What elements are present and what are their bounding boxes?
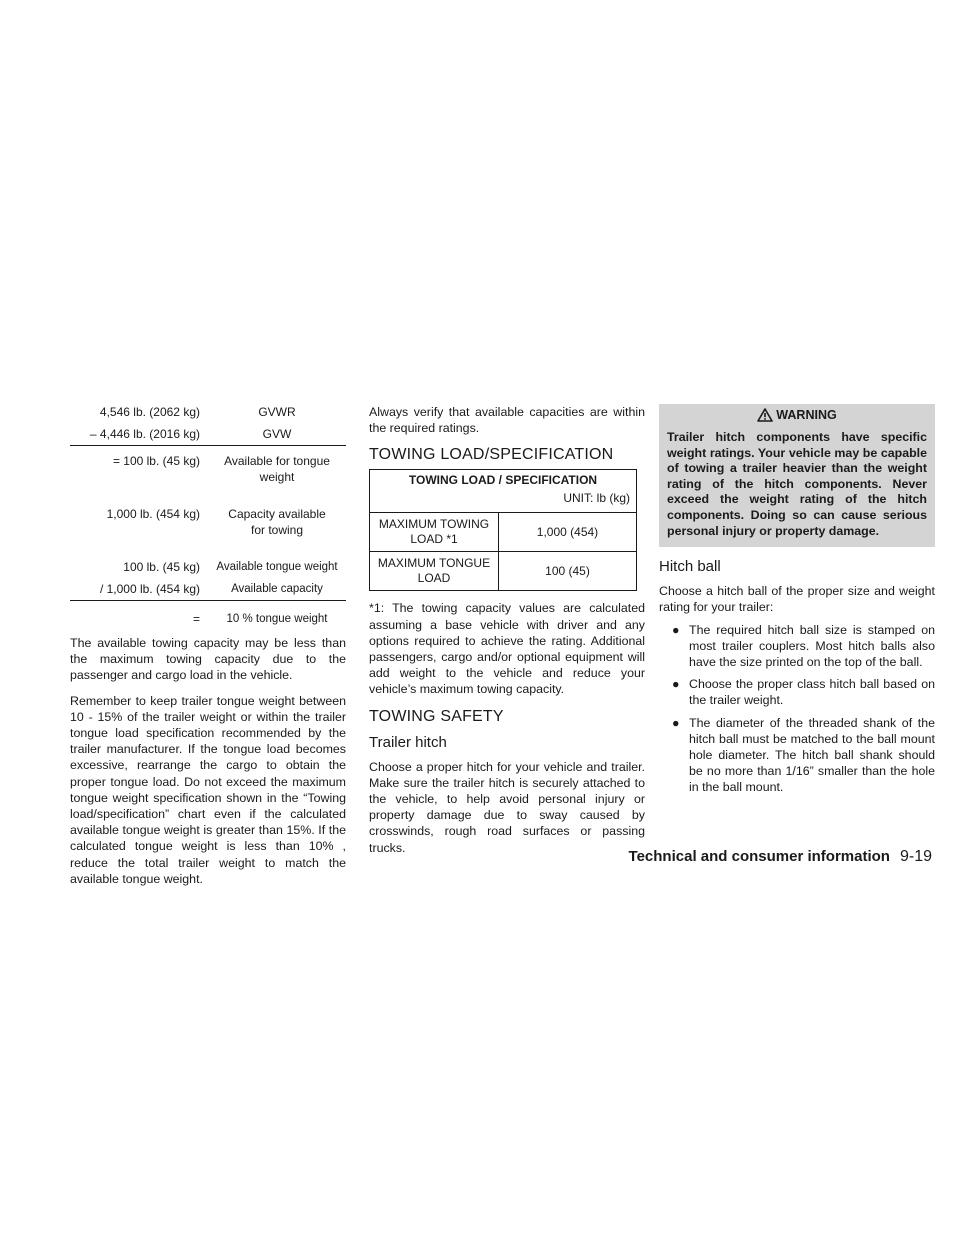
table-row	[370, 552, 637, 591]
paragraph-verify: Always verify that available capacities are within the required ratings.	[369, 405, 645, 436]
towing-spec-table	[369, 469, 637, 591]
warning-icon	[757, 408, 773, 422]
calc-value: = 100 lb. (45 kg)	[112, 454, 200, 468]
table-title: TOWING LOAD / SPECIFICATION	[370, 470, 637, 489]
calc-row	[70, 506, 346, 559]
table-row	[370, 513, 637, 552]
heading-towing-safety: TOWING SAFETY	[369, 707, 504, 725]
calc-value: =	[192, 612, 200, 626]
paragraph-tongue-weight: Remember to keep trailer tongue weight between 10 - 15% of the trailer weight or within the trailer tongue load specification recommended by the trailer manufacturer. If the tongue load becomes excessive, rearrange the cargo to obtain the proper tongue load. Do not exceed the maximum tongue weight specification shown in the “Towing load/specification” chart even if the calculated available tongue weight is greater than 15%. If the calculated tongue weight is less than 10% , reduce the total trailer weight to match the available tongue weight.	[70, 693, 346, 886]
calc-row	[70, 453, 346, 506]
list-item	[659, 715, 935, 796]
calc-label: GVW	[262, 427, 292, 441]
page-footer	[629, 848, 932, 866]
calc-row	[70, 611, 346, 627]
calc-label: Available tongue weight	[216, 561, 338, 573]
calc-label: 10 % tongue weight	[226, 613, 328, 625]
warning-text: Trailer hitch components have specific weight ratings. Your vehicle may be capable of towing a trailer heavier than the weight rating of the hitch components. Never exceed the weight rating of the hitch components. Doing so can cause serious personal injury or property damage.	[667, 430, 927, 538]
calc-row	[70, 559, 346, 575]
paragraph-footnote: *1: The towing capacity values are calculated assuming a base vehicle with driver and any options required to achieve the rating. Additional passengers, cargo and/or optional equipment will add weight to the vehicle and reduce your vehicle’s maximum towing capacity.	[369, 601, 645, 697]
hitch-ball-list	[659, 622, 935, 796]
calc-value: / 1,000 lb. (454 kg)	[99, 582, 200, 596]
calc-label: Available for tongue weight	[224, 454, 330, 484]
table-row-value: 1,000 (454)	[499, 513, 637, 552]
warning-label: WARNING	[776, 408, 837, 422]
bullet-icon: ●	[672, 677, 680, 692]
calc-value: 4,546 lb. (2062 kg)	[99, 405, 200, 419]
table-row-label: MAXIMUM TONGUE LOAD	[370, 552, 499, 591]
column-middle	[369, 404, 645, 856]
calc-label: Capacity available for towing	[228, 507, 326, 537]
column-right	[659, 404, 935, 802]
list-item	[659, 622, 935, 671]
list-item-text: The diameter of the threaded shank of the hitch ball must be matched to the ball mount hole diameter. The hitch ball shank should be no more than 1/16” smaller than the hole in the ball mount.	[689, 715, 935, 795]
bullet-icon: ●	[672, 622, 680, 637]
paragraph-trailer-hitch: Choose a proper hitch for your vehicle and trailer. Make sure the trailer hitch is securely attached to the vehicle, to help avoid personal injury or property damage due to sway caused by crosswinds, rough road surfaces or passing trucks.	[369, 759, 645, 855]
table-row-value: 100 (45)	[499, 552, 637, 591]
tongue-weight-calculation	[70, 404, 346, 627]
calc-value: 1,000 lb. (454 kg)	[106, 507, 200, 521]
list-item	[659, 676, 935, 708]
footer-title: Technical and consumer information	[628, 848, 890, 865]
table-row-label: MAXIMUM TOWING LOAD *1	[370, 513, 499, 552]
heading-hitch-ball: Hitch ball	[659, 558, 721, 576]
calc-row	[70, 426, 346, 446]
calc-row	[70, 581, 346, 601]
paragraph-hitch-ball: Choose a hitch ball of the proper size and weight rating for your trailer:	[659, 584, 935, 615]
heading-towing-load: TOWING LOAD/SPECIFICATION	[369, 446, 614, 464]
column-left	[70, 404, 346, 887]
calc-value: 100 lb. (45 kg)	[123, 560, 200, 574]
table-unit: UNIT: lb (kg)	[370, 488, 637, 513]
list-item-text: Choose the proper class hitch ball based on the trailer weight.	[689, 677, 935, 708]
page-number: 9-19	[899, 848, 932, 865]
heading-trailer-hitch: Trailer hitch	[369, 733, 447, 751]
list-item-text: The required hitch ball size is stamped on most trailer couplers. Most hitch balls also have the size printed on the top of the ball.	[689, 622, 935, 669]
calc-label: Available capacity	[231, 583, 323, 595]
bullet-icon: ●	[672, 715, 680, 730]
calc-row	[70, 404, 346, 420]
calc-label: GVWR	[258, 405, 296, 419]
paragraph-capacity: The available towing capacity may be less than the maximum towing capacity due to the passenger and cargo load in the vehicle.	[70, 636, 346, 683]
warning-title	[667, 408, 927, 422]
calc-value: – 4,446 lb. (2016 kg)	[89, 427, 200, 441]
warning-box	[659, 404, 935, 547]
